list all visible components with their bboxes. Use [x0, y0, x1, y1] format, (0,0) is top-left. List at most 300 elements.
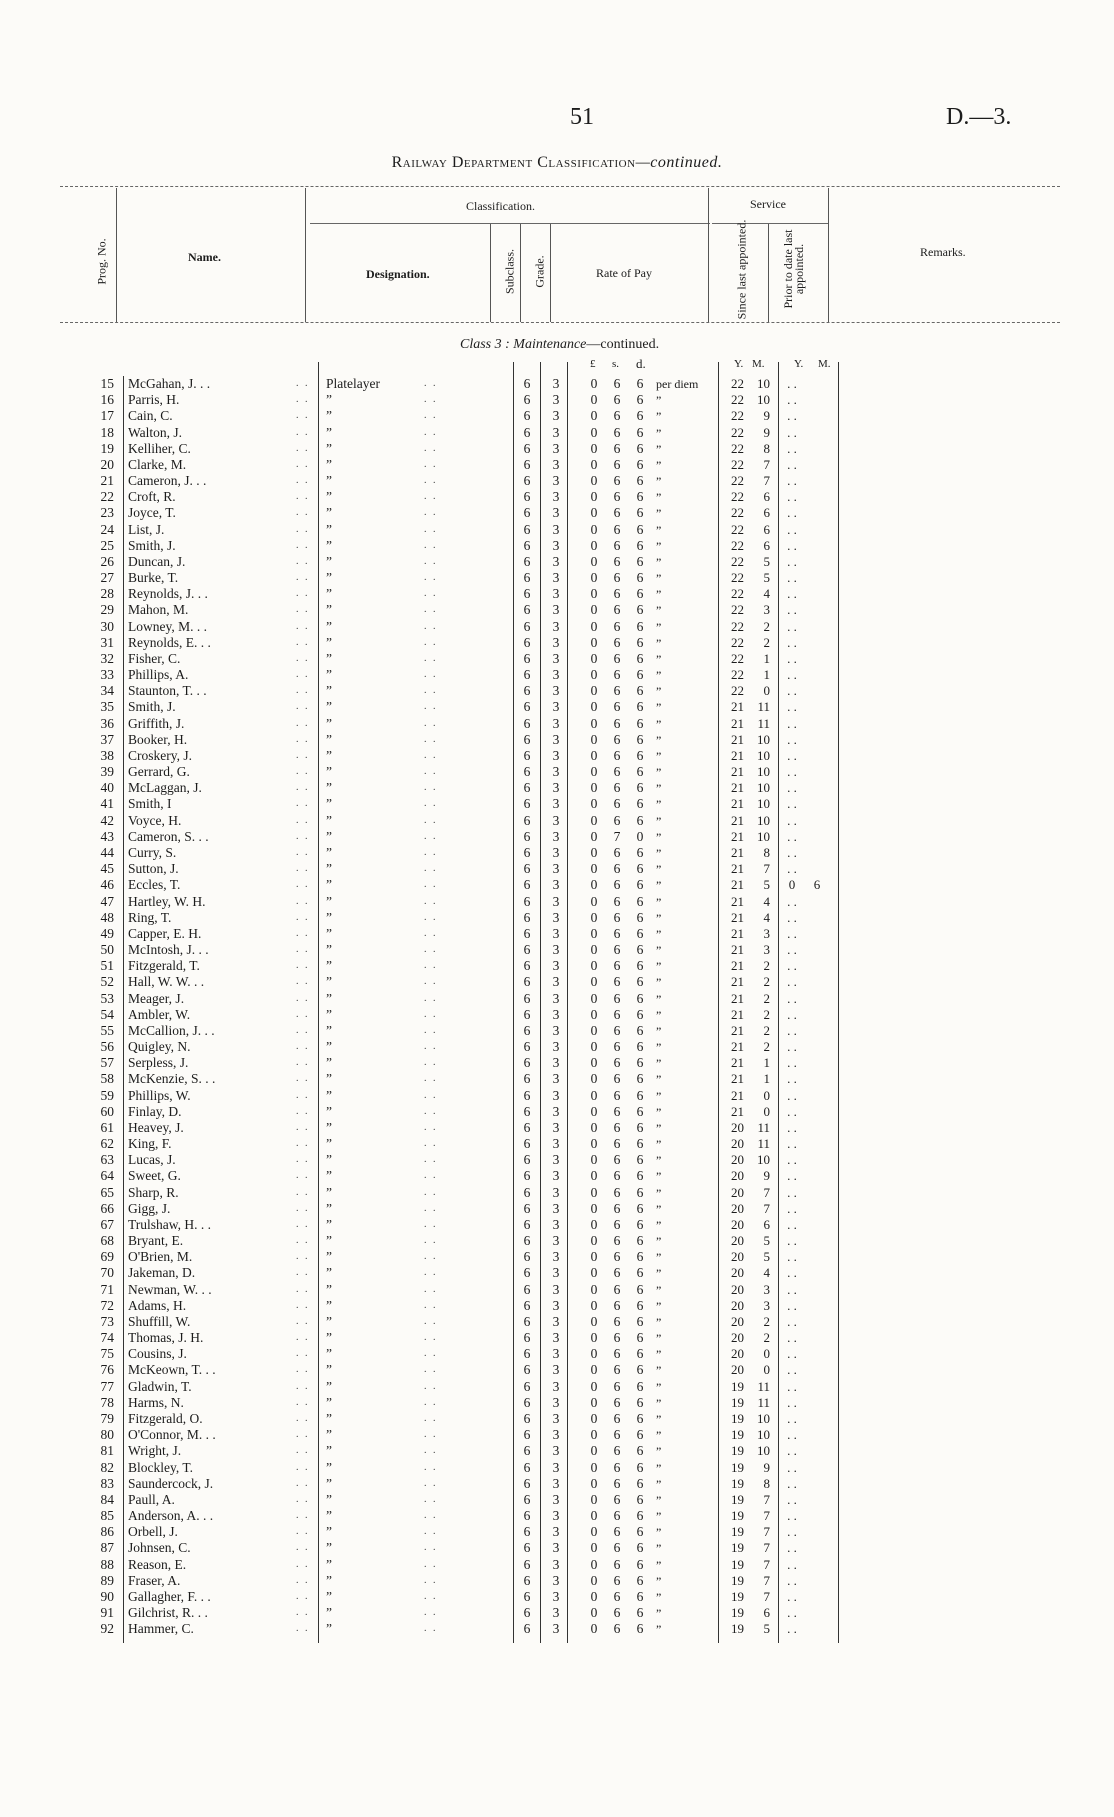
leader-dots: . . — [296, 895, 310, 907]
pay-pence: 6 — [636, 456, 644, 472]
grade: 3 — [552, 1071, 560, 1087]
table-row — [0, 780, 1114, 796]
pay-shillings: 6 — [613, 440, 621, 456]
service-months: 1 — [763, 1055, 770, 1071]
pay-pence: 6 — [636, 1297, 644, 1313]
leader-dots: . . — [296, 458, 310, 470]
leader-dots: . . — [424, 378, 438, 389]
leader-dots: . . — [296, 539, 310, 551]
designation: ” — [326, 1540, 332, 1556]
leader-dots: . . — [424, 1364, 438, 1376]
service-months: 8 — [763, 1475, 770, 1491]
table-row — [0, 1427, 1114, 1443]
service-years: 22 — [731, 618, 744, 634]
subclass: 6 — [523, 1087, 531, 1103]
leader-dots: . . — [424, 733, 438, 745]
subclass: 6 — [523, 1055, 531, 1071]
leader-dots: . . — [424, 491, 438, 503]
pay-unit: ” — [656, 910, 662, 925]
service-years: 20 — [731, 1281, 744, 1297]
table-row — [0, 635, 1114, 651]
service-months: 6 — [763, 505, 770, 521]
pay-shillings: 6 — [613, 473, 621, 489]
grade: 3 — [552, 861, 560, 877]
pay-pence: 6 — [636, 909, 644, 925]
pay-shillings: 6 — [613, 731, 621, 747]
prog-no: 28 — [100, 586, 114, 602]
prog-no: 79 — [100, 1411, 114, 1426]
service-years: 22 — [731, 537, 744, 553]
prior-years: . . — [787, 958, 797, 974]
grade: 3 — [552, 1394, 560, 1410]
employee-name: Wright, J. — [128, 1443, 182, 1459]
employee-name: Sweet, G. — [128, 1168, 181, 1184]
leader-dots: . . — [424, 1315, 438, 1327]
pay-shillings: 6 — [613, 861, 621, 877]
pay-pounds: 0 — [590, 877, 598, 893]
pay-unit: ” — [656, 522, 662, 537]
employee-name: Thomas, J. H. — [128, 1330, 204, 1346]
service-months: 4 — [763, 586, 770, 602]
service-years: 20 — [731, 1168, 744, 1184]
pay-pence: 6 — [636, 812, 644, 828]
designation: ” — [326, 1119, 332, 1135]
designation: ” — [326, 505, 332, 521]
subclass: 6 — [523, 1394, 531, 1410]
leader-dots: . . — [424, 701, 438, 713]
pay-unit: ” — [656, 1137, 662, 1152]
table-row — [0, 1120, 1114, 1136]
leader-dots: . . — [424, 1607, 438, 1619]
pay-pence: 6 — [636, 877, 644, 893]
pay-pence: 6 — [636, 1184, 644, 1200]
service-years: 20 — [731, 1313, 744, 1329]
leader-dots: . . — [296, 604, 310, 616]
leader-dots: . . — [296, 475, 310, 487]
pay-unit: per diem — [656, 377, 699, 391]
prior-years: . . — [787, 1362, 797, 1378]
pay-unit: ” — [656, 1104, 662, 1119]
service-months: 7 — [763, 1540, 770, 1556]
prog-no: 70 — [100, 1265, 114, 1281]
designation: ” — [326, 1168, 332, 1184]
prior-years: . . — [787, 731, 797, 747]
service-years: 22 — [731, 667, 744, 683]
leader-dots: . . — [424, 1202, 438, 1214]
pay-pounds: 0 — [590, 1103, 598, 1119]
leader-dots: . . — [296, 1315, 310, 1327]
pay-shillings: 6 — [613, 408, 621, 424]
table-row — [0, 1605, 1114, 1621]
leader-dots: . . — [424, 879, 438, 891]
service-months: 10 — [757, 780, 770, 796]
service-months: 3 — [763, 925, 770, 941]
prog-no: 73 — [100, 1313, 114, 1329]
pay-unit: ” — [656, 1509, 662, 1524]
grade: 3 — [552, 699, 560, 715]
header-divider — [708, 188, 709, 322]
pay-shillings: 6 — [613, 1427, 621, 1443]
pay-unit: ” — [656, 554, 662, 569]
table-row — [0, 457, 1114, 473]
grade: 3 — [552, 650, 560, 666]
leader-dots: . . — [296, 733, 310, 745]
prior-years: . . — [787, 650, 797, 666]
pay-pence: 6 — [636, 1233, 644, 1249]
subclass: 6 — [523, 408, 531, 424]
service-years: 21 — [731, 780, 744, 796]
table-row — [0, 1492, 1114, 1508]
prior-years: . . — [787, 1346, 797, 1362]
leader-dots: . . — [296, 992, 310, 1004]
pay-pounds: 0 — [590, 1508, 598, 1524]
pay-pence: 6 — [636, 1556, 644, 1572]
pay-shillings: 6 — [613, 618, 621, 634]
grade: 3 — [552, 683, 560, 699]
pay-shillings: 6 — [613, 1119, 621, 1135]
subclass: 6 — [523, 796, 531, 812]
leader-dots: . . — [424, 1574, 438, 1586]
designation: ” — [326, 392, 332, 408]
employee-name: McLaggan, J. — [128, 780, 202, 796]
pay-pence: 6 — [636, 990, 644, 1006]
pay-unit: ” — [656, 393, 662, 408]
prior-years: . . — [787, 1055, 797, 1071]
employee-name: Newman, W. . . — [128, 1281, 212, 1297]
pay-pounds: 0 — [590, 1313, 598, 1329]
service-years: 21 — [731, 828, 744, 844]
pay-shillings: 6 — [613, 1152, 621, 1168]
pay-pence: 6 — [636, 586, 644, 602]
leader-dots: . . — [424, 1251, 438, 1263]
pay-pounds: 0 — [590, 408, 598, 424]
designation: ” — [326, 812, 332, 828]
subclass: 6 — [523, 1103, 531, 1119]
service-years: 22 — [731, 683, 744, 699]
leader-dots: . . — [296, 1445, 310, 1457]
header-bottom-rule — [60, 322, 1060, 323]
employee-name: Hammer, C. — [128, 1621, 194, 1637]
service-years: 21 — [731, 1039, 744, 1055]
table-row — [0, 1104, 1114, 1120]
pay-shillings: 6 — [613, 1556, 621, 1572]
pay-pounds: 0 — [590, 1039, 598, 1055]
designation: ” — [326, 1394, 332, 1410]
grade: 3 — [552, 1055, 560, 1071]
service-years: 19 — [731, 1524, 744, 1540]
designation: ” — [326, 1378, 332, 1394]
table-row — [0, 958, 1114, 974]
leader-dots: . . — [296, 1477, 310, 1489]
grade: 3 — [552, 521, 560, 537]
prog-no: 74 — [100, 1330, 114, 1346]
pay-unit: ” — [656, 571, 662, 586]
service-months: 7 — [763, 1491, 770, 1507]
leader-dots: . . — [424, 830, 438, 842]
service-months: 8 — [763, 440, 770, 456]
pay-pounds: 0 — [590, 1540, 598, 1556]
pay-pence: 6 — [636, 650, 644, 666]
prior-years: . . — [787, 1427, 797, 1443]
grade: 3 — [552, 1443, 560, 1459]
leader-dots: . . — [296, 1089, 310, 1101]
service-months: 10 — [757, 731, 770, 747]
service-years: 22 — [731, 408, 744, 424]
employee-name: Trulshaw, H. . . — [128, 1216, 212, 1232]
table-row — [0, 651, 1114, 667]
table-row — [0, 570, 1114, 586]
grade: 3 — [552, 1006, 560, 1022]
table-row — [0, 1136, 1114, 1152]
pay-pence: 6 — [636, 1491, 644, 1507]
subclass: 6 — [523, 1362, 531, 1378]
designation: ” — [326, 1103, 332, 1119]
service-months: 0 — [763, 1346, 770, 1362]
grade: 3 — [552, 1572, 560, 1588]
leader-dots: . . — [424, 572, 438, 584]
grade: 3 — [552, 909, 560, 925]
prog-no: 80 — [100, 1427, 114, 1443]
service-months: 10 — [757, 1427, 770, 1443]
prog-no: 67 — [100, 1216, 114, 1232]
service-years: 20 — [731, 1249, 744, 1265]
grade: 3 — [552, 942, 560, 958]
employee-name: Kelliher, C. — [128, 440, 191, 456]
pay-pence: 6 — [636, 1362, 644, 1378]
service-years: 19 — [731, 1475, 744, 1491]
pay-unit: ” — [656, 1428, 662, 1443]
leader-dots: . . — [296, 944, 310, 956]
leader-dots: . . — [424, 620, 438, 632]
prog-no: 49 — [100, 925, 114, 941]
prog-no: 19 — [100, 440, 114, 456]
leader-dots: . . — [296, 1542, 310, 1554]
pay-pence: 6 — [636, 1281, 644, 1297]
employee-name: Smith, J. — [128, 699, 176, 715]
employee-name: Gallagher, F. . . — [128, 1588, 211, 1604]
service-months: 1 — [763, 667, 770, 683]
prior-years: . . — [787, 1249, 797, 1265]
prior-years: . . — [787, 1378, 797, 1394]
leader-dots: . . — [296, 1348, 310, 1360]
grade: 3 — [552, 925, 560, 941]
pay-shillings: 6 — [613, 1443, 621, 1459]
subclass: 6 — [523, 1508, 531, 1524]
prior-years: . . — [787, 537, 797, 553]
service-years: 19 — [731, 1427, 744, 1443]
prior-years: . . — [787, 1475, 797, 1491]
pay-shillings: 6 — [613, 1508, 621, 1524]
employee-name: Burke, T. — [128, 570, 179, 586]
prog-no: 64 — [100, 1168, 114, 1184]
pay-pounds: 0 — [590, 1491, 598, 1507]
prog-no: 41 — [100, 796, 114, 812]
grade: 3 — [552, 489, 560, 505]
grade: 3 — [552, 505, 560, 521]
table-row — [0, 1540, 1114, 1556]
pay-pounds: 0 — [590, 553, 598, 569]
service-months: 7 — [763, 1588, 770, 1604]
table-row — [0, 1152, 1114, 1168]
service-years: 19 — [731, 1540, 744, 1556]
prior-years: . . — [787, 1136, 797, 1152]
pay-shillings: 6 — [613, 456, 621, 472]
service-years: 22 — [731, 440, 744, 456]
pay-unit: ” — [656, 619, 662, 634]
leader-dots: . . — [296, 717, 310, 729]
prior-years: . . — [787, 796, 797, 812]
designation: ” — [326, 1249, 332, 1265]
pay-pence: 6 — [636, 602, 644, 618]
service-months: 5 — [763, 1621, 770, 1637]
grade: 3 — [552, 1508, 560, 1524]
employee-name: Cousins, J. — [128, 1346, 187, 1362]
pay-unit: ” — [656, 1217, 662, 1232]
grade: 3 — [552, 1281, 560, 1297]
leader-dots: . . — [296, 976, 310, 988]
designation: ” — [326, 715, 332, 731]
subclass: 6 — [523, 392, 531, 408]
pay-pence: 6 — [636, 715, 644, 731]
table-row — [0, 1071, 1114, 1087]
service-years: 22 — [731, 473, 744, 489]
employee-name: McIntosh, J. . . — [128, 942, 209, 958]
prog-no: 24 — [100, 521, 114, 537]
pay-pounds: 0 — [590, 1394, 598, 1410]
leader-dots: . . — [296, 1057, 310, 1069]
prior-years: . . — [787, 1152, 797, 1168]
pay-shillings: 6 — [613, 796, 621, 812]
leader-dots: . . — [424, 1186, 438, 1198]
table-row — [0, 1330, 1114, 1346]
prior-years: . . — [787, 1394, 797, 1410]
pay-unit: ” — [656, 1460, 662, 1475]
leader-dots: . . — [424, 1218, 438, 1230]
pay-unit: ” — [656, 991, 662, 1006]
service-years: 22 — [731, 650, 744, 666]
pay-shillings: 6 — [613, 570, 621, 586]
leader-dots: . . — [424, 669, 438, 681]
pay-pounds: 0 — [590, 392, 598, 408]
pay-pounds: 0 — [590, 1411, 598, 1426]
table-row — [0, 667, 1114, 683]
pay-shillings: 6 — [613, 1184, 621, 1200]
pay-pounds: 0 — [590, 1071, 598, 1087]
pay-pounds: 0 — [590, 1136, 598, 1152]
table-row — [0, 1476, 1114, 1492]
pay-pounds: 0 — [590, 747, 598, 763]
designation: ” — [326, 731, 332, 747]
service-months: 0 — [763, 683, 770, 699]
prior-years: . . — [787, 1459, 797, 1475]
pay-unit: ” — [656, 409, 662, 424]
grade: 3 — [552, 667, 560, 683]
pay-unit: ” — [656, 1023, 662, 1038]
prior-years: . . — [787, 1071, 797, 1087]
pay-pence: 6 — [636, 1524, 644, 1540]
header-top-rule — [60, 186, 1060, 187]
pay-unit: ” — [656, 506, 662, 521]
prog-no: 35 — [100, 699, 114, 715]
table-row — [0, 1573, 1114, 1589]
leader-dots: . . — [424, 1380, 438, 1392]
pay-unit: ” — [656, 474, 662, 489]
prior-years: . . — [787, 1297, 797, 1313]
service-years: 20 — [731, 1119, 744, 1135]
prog-no: 47 — [100, 893, 114, 909]
leader-dots: . . — [424, 426, 438, 438]
service-years: 19 — [731, 1605, 744, 1621]
leader-dots: . . — [296, 1202, 310, 1214]
grade: 3 — [552, 731, 560, 747]
pay-pounds: 0 — [590, 844, 598, 860]
prog-no: 32 — [100, 650, 114, 666]
pay-pence: 6 — [636, 1103, 644, 1119]
leader-dots: . . — [296, 491, 310, 503]
prior-years: . . — [787, 570, 797, 586]
service-months: 6 — [763, 1216, 770, 1232]
pay-shillings: 6 — [613, 1588, 621, 1604]
designation: ” — [326, 456, 332, 472]
designation: ” — [326, 828, 332, 844]
designation: ” — [326, 925, 332, 941]
table-row — [0, 489, 1114, 505]
subclass: 6 — [523, 1136, 531, 1152]
grade: 3 — [552, 1265, 560, 1281]
pay-unit: ” — [656, 1347, 662, 1362]
table-row — [0, 1298, 1114, 1314]
employee-name: Croskery, J. — [128, 747, 192, 763]
service-years: 22 — [731, 376, 744, 391]
service-months: 5 — [763, 877, 770, 893]
pay-pounds: 0 — [590, 634, 598, 650]
table-row — [0, 522, 1114, 538]
grade: 3 — [552, 537, 560, 553]
document-reference: D.—3. — [946, 104, 1012, 130]
leader-dots: . . — [424, 798, 438, 810]
pay-unit: ” — [656, 651, 662, 666]
header-divider — [520, 224, 521, 322]
pay-pounds: 0 — [590, 602, 598, 618]
pay-pounds: 0 — [590, 715, 598, 731]
service-months: 10 — [757, 747, 770, 763]
prior-years: . . — [787, 1556, 797, 1572]
pay-shillings: 6 — [613, 1087, 621, 1103]
leader-dots: . . — [424, 1121, 438, 1133]
grade: 3 — [552, 1411, 560, 1426]
service-years: 20 — [731, 1200, 744, 1216]
prog-no: 40 — [100, 780, 114, 796]
pay-unit: ” — [656, 959, 662, 974]
leader-dots: . . — [296, 572, 310, 584]
employee-name: Lucas, J. — [128, 1152, 176, 1168]
prog-no: 92 — [100, 1621, 114, 1637]
prior-years: . . — [787, 925, 797, 941]
leader-dots: . . — [424, 1413, 438, 1424]
prior-years: . . — [787, 861, 797, 877]
pay-pounds: 0 — [590, 1152, 598, 1168]
employee-name: Finlay, D. — [128, 1103, 182, 1119]
service-months: 11 — [757, 1136, 770, 1152]
designation: ” — [326, 990, 332, 1006]
prog-no: 34 — [100, 683, 114, 699]
prog-no: 69 — [100, 1249, 114, 1265]
employee-name: Shuffill, W. — [128, 1313, 191, 1329]
leader-dots: . . — [296, 1429, 310, 1441]
prog-no: 48 — [100, 909, 114, 925]
pay-pence: 6 — [636, 1475, 644, 1491]
service-months: 2 — [763, 618, 770, 634]
